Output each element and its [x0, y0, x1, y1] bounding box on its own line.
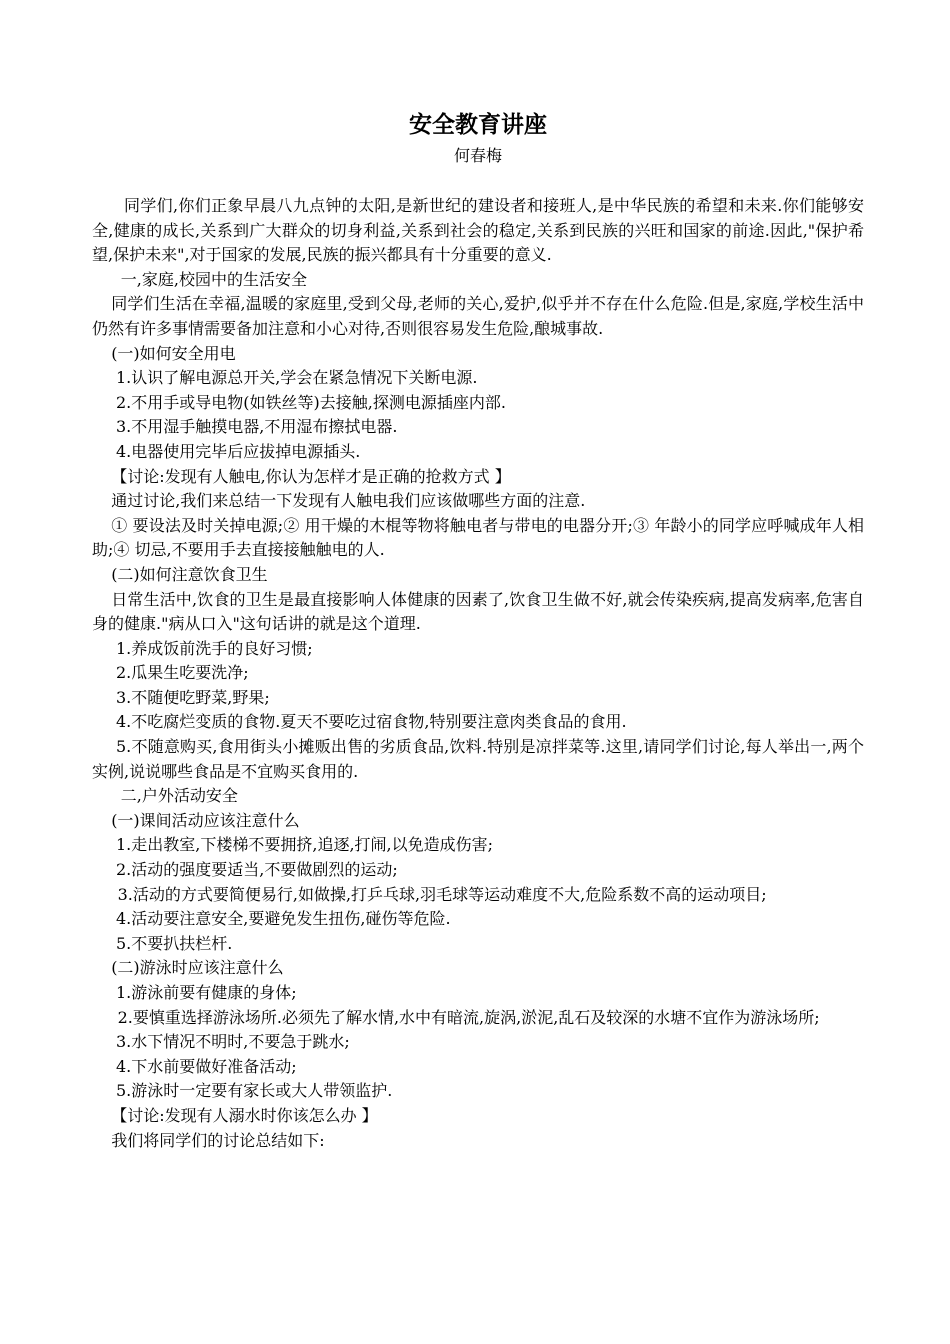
paragraph: (二)游泳时应该注意什么 — [111, 958, 284, 978]
paragraph: 5.游泳时一定要有家长或大人带领监护. — [116, 1081, 393, 1101]
paragraph: 同学们生活在幸福,温暖的家庭里,受到父母,老师的关心,爱护,似乎并不存在什么危险.但是,家庭,学校生活中仍然有许多事情需要备加注意和小心对待,否则很容易发生危险,酿城事故. — [92, 294, 864, 338]
paragraph: 1.养成饭前洗手的良好习惯; — [116, 638, 313, 658]
paragraph: 2.不用手或导电物(如铁丝等)去接触,探测电源插座内部. — [116, 392, 506, 412]
document-page — [92, 110, 864, 1153]
paragraph: 2.活动的强度要适当,不要做剧烈的运动; — [116, 860, 398, 880]
paragraph: 2.要慎重选择游泳场所.必须先了解水情,水中有暗流,旋涡,淤泥,乱石及较深的水塘不宜作为游泳场所; — [117, 1007, 820, 1027]
paragraph: 4.下水前要做好准备活动; — [116, 1056, 297, 1076]
paragraph: (二)如何注意饮食卫生 — [111, 564, 268, 584]
paragraph: 5.不要扒扶栏杆. — [116, 933, 233, 953]
paragraph: 一,家庭,校园中的生活安全 — [120, 269, 307, 289]
paragraph: 【讨论:发现有人触电,你认为怎样才是正确的抢救方式 】 — [111, 466, 511, 486]
paragraph: (一)课间活动应该注意什么 — [111, 810, 300, 830]
document-author: 何春梅 — [453, 146, 502, 165]
document-body — [92, 194, 864, 1153]
paragraph: 1.游泳前要有健康的身体; — [116, 983, 297, 1002]
paragraph: 1.认识了解电源总开关,学会在紧急情况下关断电源. — [116, 368, 478, 388]
paragraph: 4.不吃腐烂变质的食物.夏天不要吃过宿食物,特别要注意肉类食品的食用. — [116, 712, 627, 732]
paragraph: 【讨论:发现有人溺水时你该怎么办 】 — [111, 1105, 378, 1125]
paragraph: 日常生活中,饮食的卫生是最直接影响人体健康的因素了,饮食卫生做不好,就会传染疾病,提高发病率,危害自身的健康."病从口入"这句话讲的就是这个道理. — [92, 589, 864, 634]
paragraph: 4.电器使用完毕后应拔掉电源插头. — [116, 441, 361, 461]
paragraph: 3.不随便吃野菜,野果; — [116, 687, 270, 707]
paragraph: ① 要设法及时关掉电源;② 用干燥的木棍等物将触电者与带电的电器分开;③ 年龄小的同学应呼喊成年人相助;④ 切忌,不要用手去直接接触触电的人. — [92, 515, 864, 560]
paragraph: 我们将同学们的讨论总结如下: — [111, 1130, 325, 1150]
paragraph: 3.活动的方式要简便易行,如做操,打乒乓球,羽毛球等运动难度不大,危险系数不高的运动项目; — [117, 884, 767, 904]
paragraph: (一)如何安全用电 — [111, 343, 236, 363]
paragraph: 1.走出教室,下楼梯不要拥挤,追逐,打闹,以免造成伤害; — [116, 835, 494, 855]
paragraph: 同学们,你们正象早晨八九点钟的太阳,是新世纪的建设者和接班人,是中华民族的希望和未来.你们能够安全,健康的成长,关系到广大群众的切身利益,关系到社会的稳定,关系到民族的兴旺和国家的前途.因此,"保护希望,保护未来",对于国家的发展,民族的振兴都具有十分重要的意义. — [92, 196, 864, 265]
paragraph: 通过讨论,我们来总结一下发现有人触电我们应该做哪些方面的注意. — [111, 491, 586, 511]
paragraph: 3.水下情况不明时,不要急于跳水; — [116, 1032, 350, 1052]
paragraph: 5.不随意购买,食用街头小摊贩出售的劣质食品,饮料.特别是凉拌菜等.这里,请同学们讨论,每人举出一,两个实例,说说哪些食品是不宜购买食用的. — [92, 737, 864, 781]
paragraph: 2.瓜果生吃要洗净; — [116, 663, 249, 683]
paragraph: 4.活动要注意安全,要避免发生扭伤,碰伤等危险. — [116, 909, 451, 929]
paragraph: 二,户外活动安全 — [120, 786, 238, 806]
document-title: 安全教育讲座 — [409, 111, 547, 138]
paragraph: 3.不用湿手触摸电器,不用湿布擦拭电器. — [116, 417, 398, 437]
